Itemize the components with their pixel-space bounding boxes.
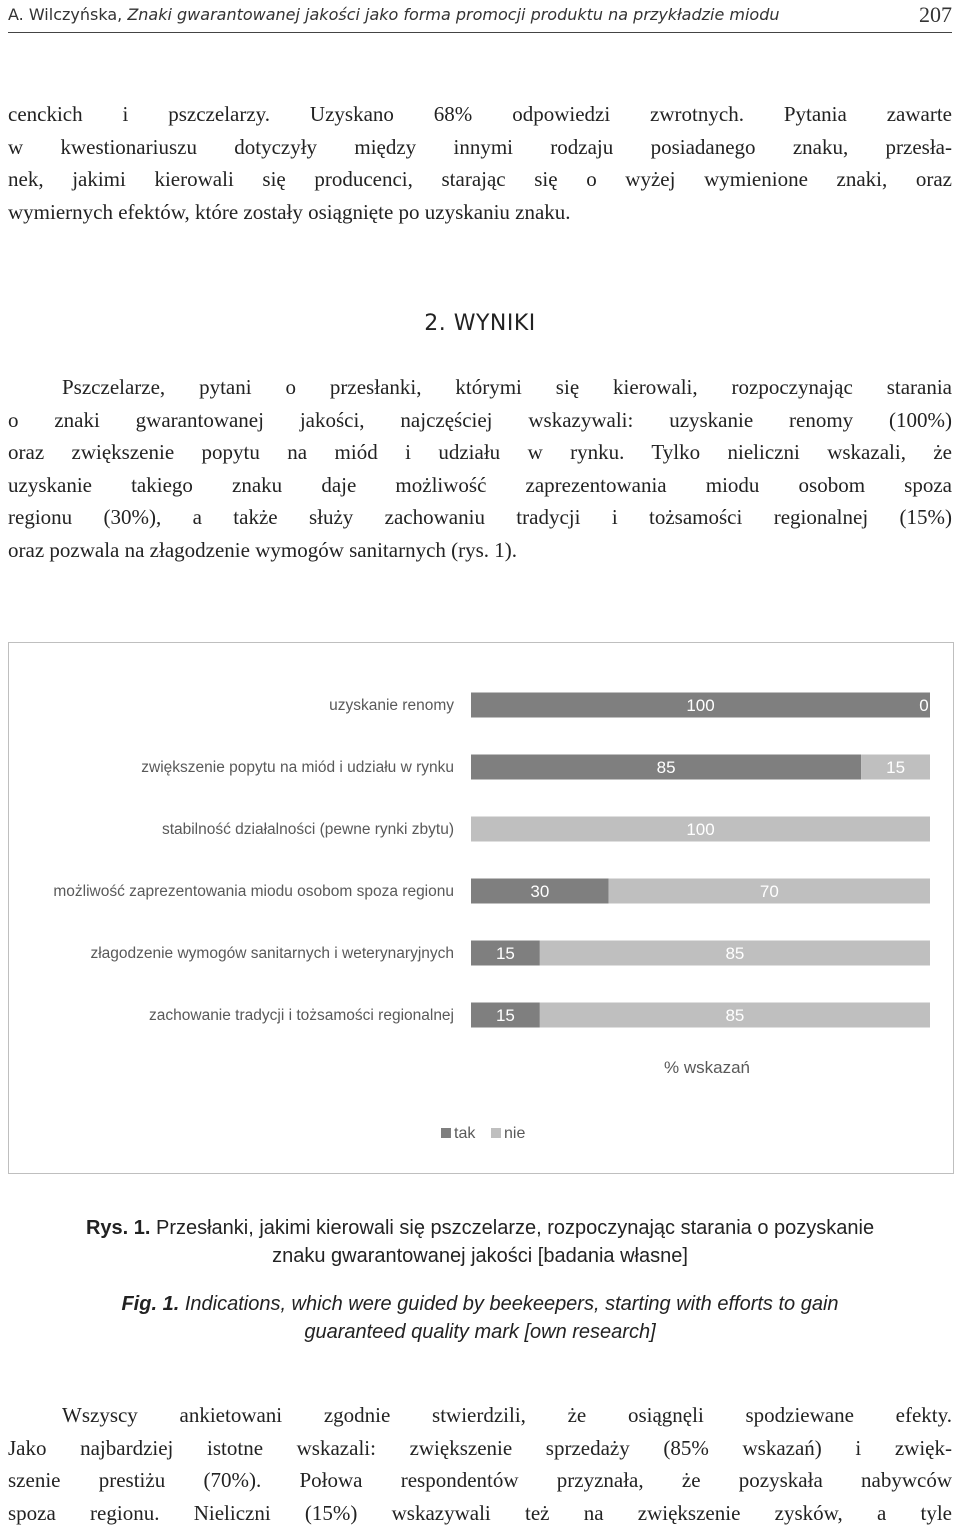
data-label: 15 — [495, 944, 515, 963]
data-label: 100 — [686, 696, 715, 715]
text-line: w kwestionariuszu dotyczyły między innymi rodzaju posiadanego znaku, przesła- — [8, 134, 952, 159]
text-line: oraz pozwala na złagodzenie wymogów sanitarnych (rys. 1). — [8, 537, 518, 562]
header-title: Znaki gwarantowanej jakości jako forma promocji produktu na przykładzie miodu — [127, 5, 780, 24]
header-citation — [8, 5, 780, 24]
text-line: Pszczelarze, pytani o przesłanki, którymi się kierowali, rozpoczynając starania — [62, 375, 952, 399]
caption-line — [0, 1214, 960, 1242]
text-line: uzyskanie takiego znaku daje możliwość zaprezentowania miodu osobom spoza — [8, 472, 952, 497]
results-paragraph — [8, 371, 952, 567]
category-label: stabilność działalności (pewne rynki zbytu) — [161, 821, 454, 838]
text-line: spoza regionu. Nieliczni (15%) wskazywali też na zwiększenie zysków, a tyle — [8, 1500, 952, 1525]
caption-label: Fig. 1. — [121, 1293, 180, 1315]
text-line: szenie prestiżu (70%). Połowa respondentów przyznała, że pozyskała nabywców — [8, 1468, 952, 1493]
header-authors: A. Wilczyńska, — [8, 5, 123, 24]
text-line: Jako najbardziej istotne wskazali: zwiększenie sprzedaży (85% wskazań) i zwięk- — [8, 1435, 952, 1460]
section-heading: 2. WYNIKI — [424, 311, 536, 336]
x-axis-label: % wskazań — [664, 1058, 750, 1077]
caption-text: Przesłanki, jakimi kierowali się pszczelarze, rozpoczynając starania o pozyskanie — [155, 1217, 875, 1239]
category-label: uzyskanie renomy — [329, 697, 454, 714]
closing-paragraph — [8, 1399, 952, 1529]
category-label: złagodzenie wymogów sanitarnych i weterynaryjnych — [90, 945, 454, 962]
text-line: cenckich i pszczelarzy. Uzyskano 68% odpowiedzi zwrotnych. Pytania zawarte — [8, 102, 952, 126]
caption-line — [0, 1290, 960, 1318]
text-line: nek, jakimi kierowali się producenci, starając się o wyżej wymienione znaki, oraz — [8, 167, 952, 192]
caption-line: znaku gwarantowanej jakości [badania własne] — [272, 1245, 688, 1267]
caption-line: guaranteed quality mark [own research] — [304, 1321, 656, 1343]
stacked-bar-chart — [9, 643, 953, 1173]
running-header — [8, 0, 952, 33]
legend-label: tak — [454, 1125, 476, 1142]
data-label: 85 — [656, 758, 676, 777]
caption-polish — [0, 1214, 960, 1270]
data-label: 85 — [725, 944, 745, 963]
legend-label: nie — [504, 1125, 526, 1142]
caption-label: Rys. 1. — [85, 1217, 151, 1239]
text-line: o znaki gwarantowanej jakości, najczęściej wskazywali: uzyskanie renomy (100%) — [8, 407, 952, 432]
data-label: 15 — [886, 758, 906, 777]
text-line: wymiernych efektów, które zostały osiągnięte po uzyskaniu znaku. — [8, 199, 571, 224]
page-number: 207 — [919, 2, 952, 27]
caption-text: Indications, which were guided by beekeepers, starting with efforts to gain — [184, 1293, 839, 1315]
intro-paragraph — [8, 98, 952, 228]
caption-english — [0, 1290, 960, 1346]
text-line: regionu (30%), a także służy zachowaniu tradycji i tożsamości regionalnej (15%) — [8, 505, 952, 530]
category-label: zwiększenie popytu na miód i udziału w rynku — [141, 759, 454, 776]
data-label: 70 — [759, 882, 779, 901]
category-label: możliwość zaprezentowania miodu osobom spoza regionu — [53, 883, 454, 900]
legend-swatch-tak — [441, 1128, 451, 1138]
data-label: 0 — [919, 696, 929, 715]
text-line: Wszyscy ankietowani zgodnie stwierdzili, że osiągnęli spodziewane efekty. — [62, 1403, 952, 1427]
data-label: 15 — [495, 1006, 515, 1025]
legend-swatch-nie — [491, 1128, 501, 1138]
figure-chart — [8, 642, 954, 1174]
data-label: 85 — [725, 1006, 745, 1025]
data-label: 30 — [530, 882, 550, 901]
text-line: oraz zwiększenie popytu na miód i udziału w rynku. Tylko nieliczni wskazali, że — [8, 440, 952, 465]
category-label: zachowanie tradycji i tożsamości regionalnej — [149, 1007, 454, 1024]
data-label: 100 — [686, 820, 715, 839]
